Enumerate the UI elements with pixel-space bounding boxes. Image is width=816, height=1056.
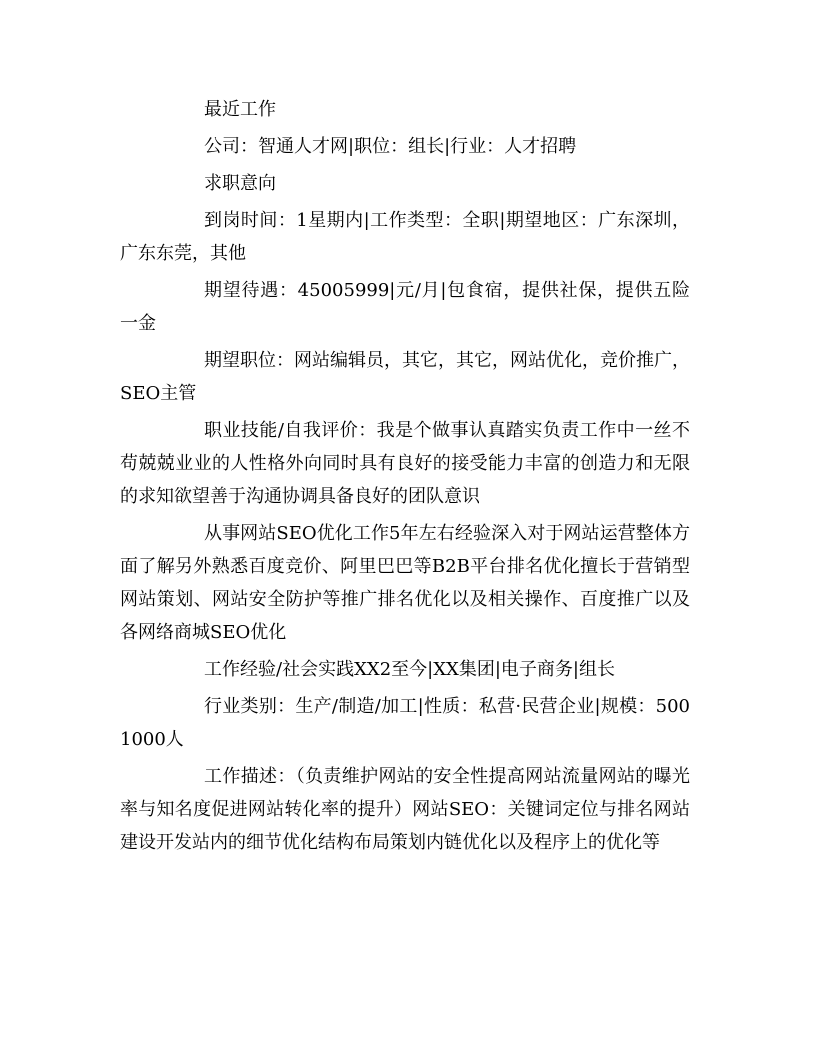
industry-category: 行业类别：生产/制造/加工|性质：私营·民营企业|规模：5001000人	[120, 696, 690, 750]
section-heading-recent-work: 最近工作	[204, 99, 276, 120]
expected-positions: 期望职位：网站编辑员，其它，其它，网站优化，竞价推广，SEO主管	[120, 350, 690, 404]
seo-experience-summary: 从事网站SEO优化工作5年左右经验深入对于网站运营整体方面了解另外熟悉百度竞价、阿里巴巴等B2B平台排名优化擅长于营销型网站策划、网站安全防护等推广排名优化以及相关操作、百度推广以及各网络商城SEO优化	[120, 523, 690, 643]
work-experience-entry: 工作经验/社会实践XX2至今|XX集团|电子商务|组长	[204, 659, 615, 680]
recent-work-details: 公司：智通人才网|职位：组长|行业：人才招聘	[204, 136, 577, 157]
section-heading-job-intention: 求职意向	[204, 173, 276, 194]
skills-self-evaluation: 职业技能/自我评价：我是个做事认真踏实负责工作中一丝不苟兢兢业业的人性格外向同时具有良好的接受能力丰富的创造力和无限的求知欲望善于沟通协调具备良好的团队意识	[120, 420, 690, 507]
expected-salary: 期望待遇：45005999|元/月|包食宿，提供社保，提供五险一金	[120, 280, 690, 334]
job-description: 工作描述：（负责维护网站的安全性提高网站流量网站的曝光率与知名度促进网站转化率的提升）网站SEO：关键词定位与排名网站建设开发站内的细节优化结构布局策划内链优化以及程序上的优化等	[120, 766, 690, 853]
document-body	[120, 93, 690, 863]
availability-and-location: 到岗时间：1星期内|工作类型：全职|期望地区：广东深圳，广东东莞，其他	[120, 210, 690, 264]
